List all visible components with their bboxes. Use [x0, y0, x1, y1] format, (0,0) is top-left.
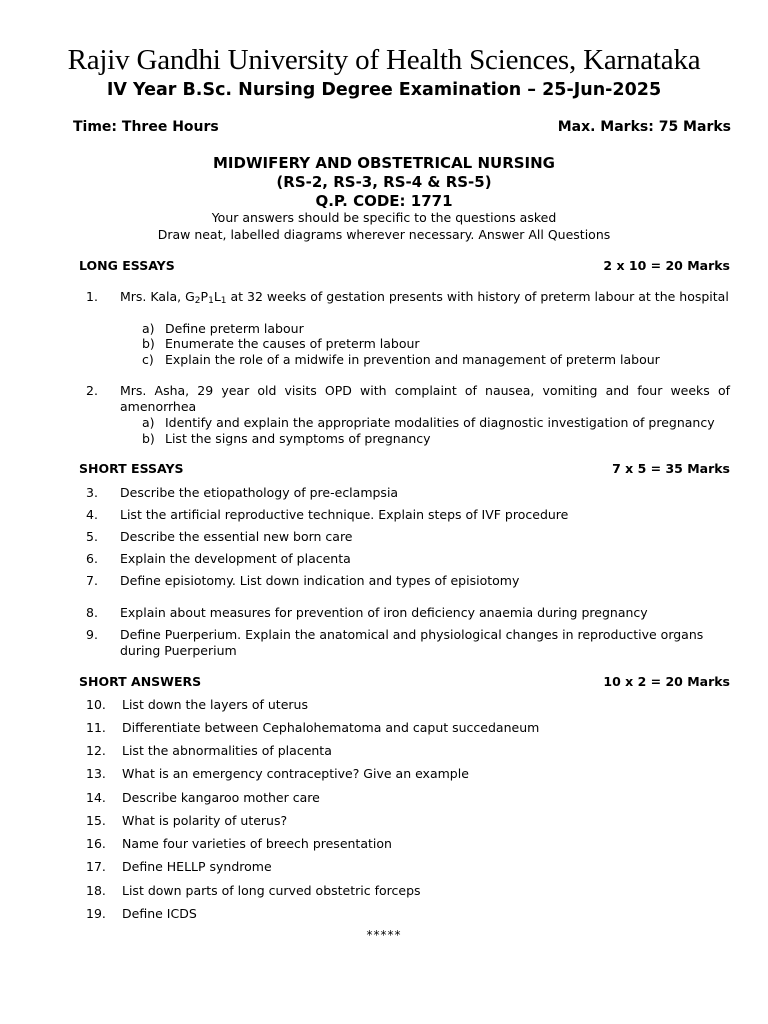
question-text: Explain the development of placenta: [120, 551, 351, 566]
exam-duration: Time: Three Hours: [73, 119, 219, 135]
question-number: 7.: [86, 573, 98, 588]
question-number: 14.: [86, 790, 106, 805]
instruction-line: Your answers should be specific to the questions asked: [211, 210, 557, 225]
sub-question: c) Explain the role of a midwife in prevention and management of preterm labour: [142, 352, 660, 367]
question-number: 16.: [86, 836, 106, 851]
question-number: 11.: [86, 720, 106, 735]
question-text: Describe the essential new born care: [120, 529, 353, 544]
question-number: 9.: [86, 627, 98, 642]
university-title: Rajiv Gandhi University of Health Sciences, Karnataka: [67, 44, 701, 76]
section-marks-long-essays: 2 x 10 = 20 Marks: [603, 258, 730, 273]
question-text: What is an emergency contraceptive? Give an example: [122, 766, 469, 781]
question-number: 8.: [86, 605, 98, 620]
question-number: 10.: [86, 697, 106, 712]
question-text: Define HELLP syndrome: [122, 859, 272, 874]
sub-question: b) List the signs and symptoms of pregnancy: [142, 431, 431, 446]
question-text: List the artificial reproductive technique. Explain steps of IVF procedure: [120, 507, 569, 522]
end-marker: *****: [366, 928, 402, 942]
question-number: 12.: [86, 743, 106, 758]
sub-question: b) Enumerate the causes of preterm labour: [142, 336, 420, 351]
question-text: Describe the etiopathology of pre-eclampsia: [120, 485, 399, 500]
question-text: Describe kangaroo mother care: [122, 790, 320, 805]
section-title-short-answers: SHORT ANSWERS: [79, 674, 202, 689]
exam-title: IV Year B.Sc. Nursing Degree Examination – 25-Jun-2025: [106, 80, 662, 100]
question-text: Mrs. Kala, $G_2P_1L_1$ at 32 weeks of gestation presents with history of preterm labour at the hospital: [120, 289, 729, 306]
question-text: Explain about measures for prevention of iron deficiency anaemia during pregnancy: [120, 605, 648, 620]
question-number: 15.: [86, 813, 106, 828]
question-number: 13.: [86, 766, 106, 781]
question-number: 5.: [86, 529, 98, 544]
question-text: Mrs. Asha, 29 year old visits OPD with complaint of nausea, vomiting and four weeks of amenorrhea: [120, 383, 730, 414]
question-text: Define episiotomy. List down indication and types of episiotomy: [120, 573, 520, 588]
section-marks-short-essays: 7 x 5 = 35 Marks: [612, 461, 730, 476]
question-text: Differentiate between Cephalohematoma and caput succedaneum: [122, 720, 540, 735]
section-title-long-essays: LONG ESSAYS: [79, 258, 175, 273]
question-number: 17.: [86, 859, 106, 874]
question-number: 18.: [86, 883, 106, 898]
section-title-short-essays: SHORT ESSAYS: [79, 461, 184, 476]
question-text: Define Puerperium. Explain the anatomical and physiological changes in reproductive organs during Puerperium: [120, 627, 704, 658]
sub-question: a) Define preterm labour: [142, 321, 304, 336]
question-text: List down the layers of uterus: [122, 697, 308, 712]
question-number: 19.: [86, 906, 106, 921]
regulation-schemes: (RS-2, RS-3, RS-4 & RS-5): [276, 173, 492, 191]
question-text: List the abnormalities of placenta: [122, 743, 332, 758]
question-number: 2.: [86, 383, 98, 398]
qp-code: Q.P. CODE: 1771: [315, 192, 453, 210]
sub-question: a) Identify and explain the appropriate modalities of diagnostic investigation of pregnancy: [142, 415, 715, 430]
question-number: 3.: [86, 485, 98, 500]
question-number: 4.: [86, 507, 98, 522]
question-text: List down parts of long curved obstetric forceps: [122, 883, 421, 898]
instruction-line: Draw neat, labelled diagrams wherever necessary. Answer All Questions: [157, 227, 611, 242]
question-text: Define ICDS: [122, 906, 197, 921]
question-text: Name four varieties of breech presentation: [122, 836, 392, 851]
section-marks-short-answers: 10 x 2 = 20 Marks: [603, 674, 730, 689]
subject-title: MIDWIFERY AND OBSTETRICAL NURSING: [213, 154, 555, 172]
question-text: What is polarity of uterus?: [122, 813, 288, 828]
max-marks: Max. Marks: 75 Marks: [557, 119, 731, 135]
question-number: 6.: [86, 551, 98, 566]
question-number: 1.: [86, 289, 98, 304]
